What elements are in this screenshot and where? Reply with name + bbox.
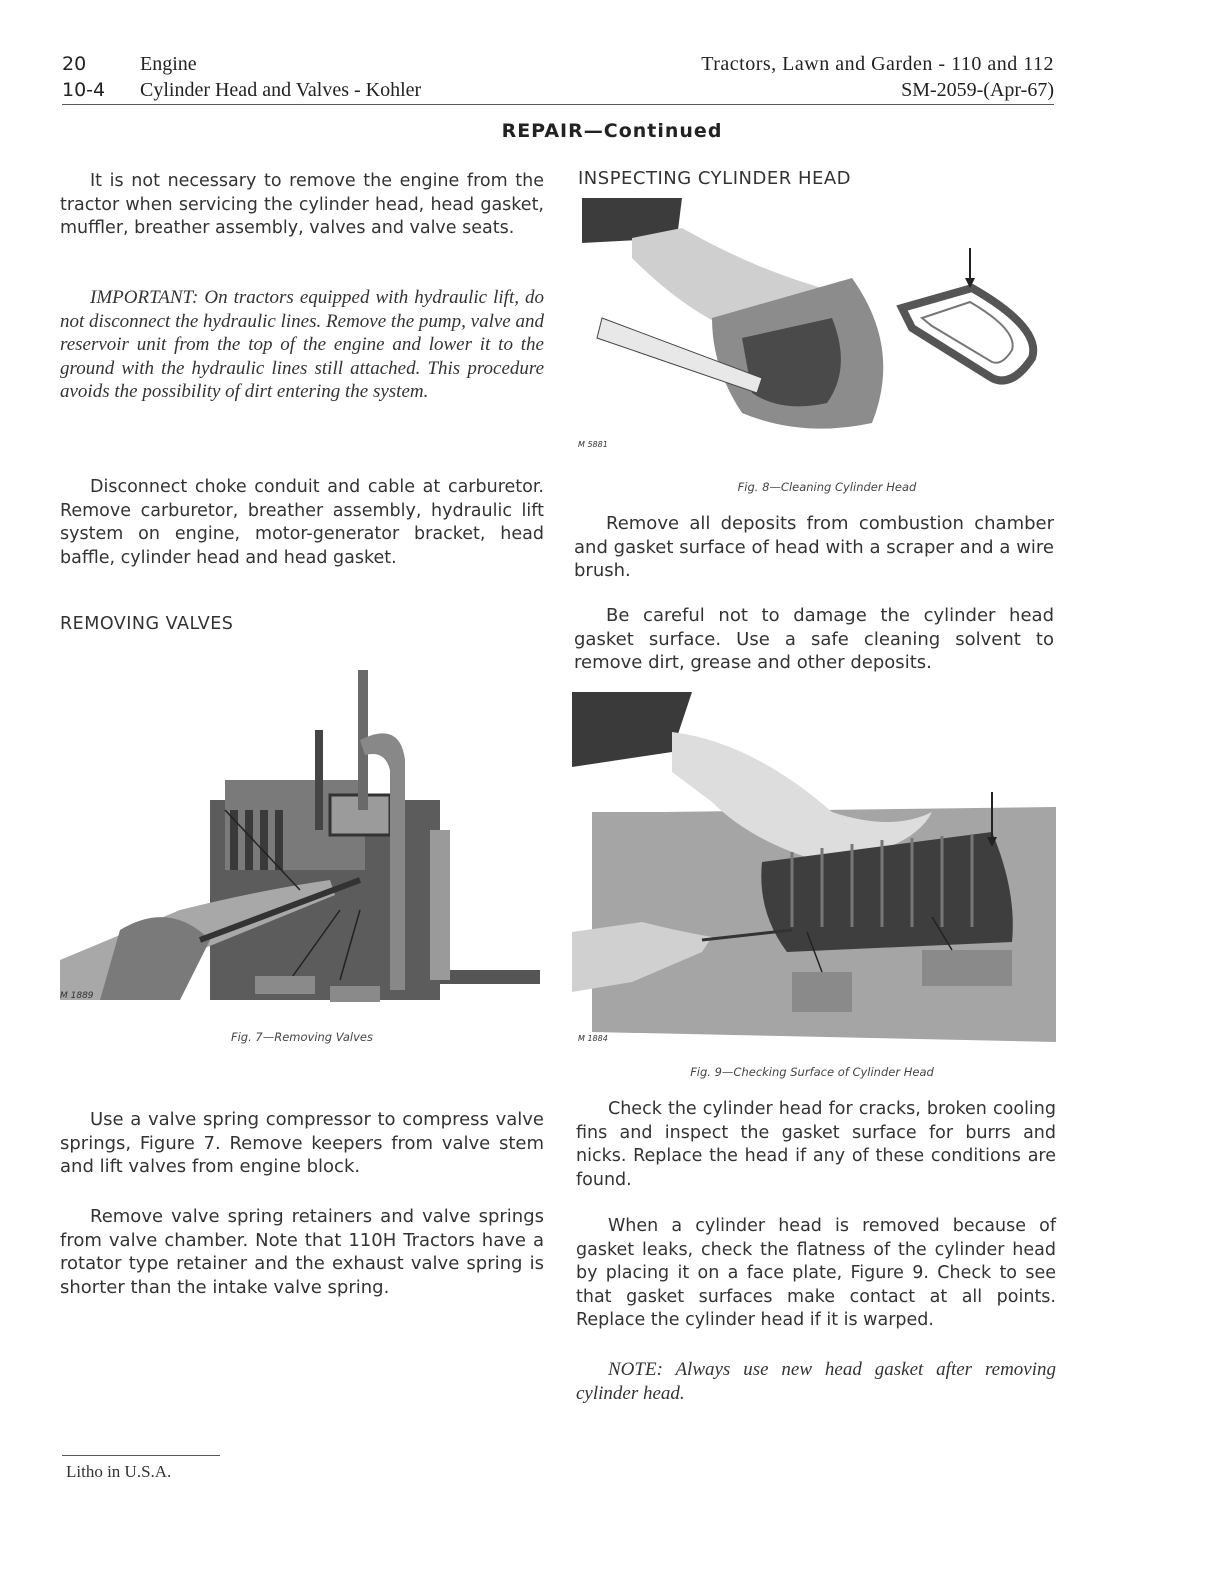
- important-note: IMPORTANT: On tractors equipped with hydraulic lift, do not disconnect the hydraulic lines. Remove the pump, valve and reservoir unit from the top of the engine and lower it to the ground with the hydraulic lines still attached. This procedure avoids the possibility of dirt entering the system.: [60, 287, 544, 402]
- remove-retainers-paragraph: Remove valve spring retainers and valve springs from valve chamber. Note that 110H Tractors have a rotator type retainer and the exhaust valve spring is shorter than the intake valve spring.: [60, 1206, 544, 1298]
- figure-8-photo: [572, 198, 1052, 460]
- gasket-leaks-paragraph: When a cylinder head is removed because of gasket leaks, check the flatness of the cylinder head by placing it on a face plate, Figure 9. Check to see that gasket surfaces make contact at all points. Replace the cylinder head if it is warped.: [576, 1216, 1056, 1330]
- check-cracks-paragraph: Check the cylinder head for cracks, broken cooling fins and inspect the gasket surface for burrs and nicks. Replace the head if any of these conditions are found.: [576, 1099, 1056, 1190]
- section-heading: REPAIR—Continued: [501, 120, 723, 142]
- figure-7-code: M 1889: [60, 991, 94, 1001]
- inspecting-cylinder-head-heading: INSPECTING CYLINDER HEAD: [578, 168, 852, 189]
- header-rule: [62, 104, 1054, 105]
- note-new-gasket: NOTE: Always use new head gasket after removing cylinder head.: [576, 1359, 1056, 1404]
- figure-9-photo: [572, 692, 1056, 1048]
- figure-7-photo: [60, 660, 544, 1012]
- removing-valves-heading: REMOVING VALVES: [60, 614, 234, 634]
- manual-code: SM-2059-(Apr-67): [901, 79, 1054, 101]
- remove-deposits-paragraph: Remove all deposits from combustion chamber and gasket surface of head with a scraper and a wire brush.: [574, 513, 1054, 581]
- be-careful-paragraph: Be careful not to damage the cylinder head gasket surface. Use a safe cleaning solvent to remove dirt, grease and other deposits.: [574, 605, 1054, 673]
- page-number: 20: [62, 53, 87, 75]
- disconnect-paragraph: Disconnect choke conduit and cable at carburetor. Remove carburetor, breather assembly, hydraulic lift system on engine, motor-generator bracket, head baffle, cylinder head and head gasket.: [60, 477, 544, 568]
- figure-8-code: M 5881: [578, 440, 608, 449]
- figure-9-caption: Fig. 9—Checking Surface of Cylinder Head: [690, 1065, 934, 1079]
- figure-7-caption: Fig. 7—Removing Valves: [230, 1030, 374, 1044]
- section-title: Engine: [140, 53, 197, 75]
- section-number: 10-4: [62, 79, 106, 101]
- litho-note: Litho in U.S.A.: [66, 1462, 172, 1481]
- compress-springs-paragraph: Use a valve spring compressor to compress valve springs, Figure 7. Remove keepers from valve stem and lift valves from engine block.: [60, 1109, 544, 1177]
- figure-9-code: M 1884: [578, 1034, 608, 1043]
- footer-rule: [62, 1455, 220, 1456]
- intro-paragraph: It is not necessary to remove the engine from the tractor when servicing the cylinder head, head gasket, muffler, breather assembly, valves and valve seats.: [60, 171, 544, 238]
- subsection-title: Cylinder Head and Valves - Kohler: [140, 79, 422, 101]
- figure-8-caption: Fig. 8—Cleaning Cylinder Head: [737, 480, 917, 494]
- manual-title: Tractors, Lawn and Garden - 110 and 112: [701, 53, 1054, 75]
